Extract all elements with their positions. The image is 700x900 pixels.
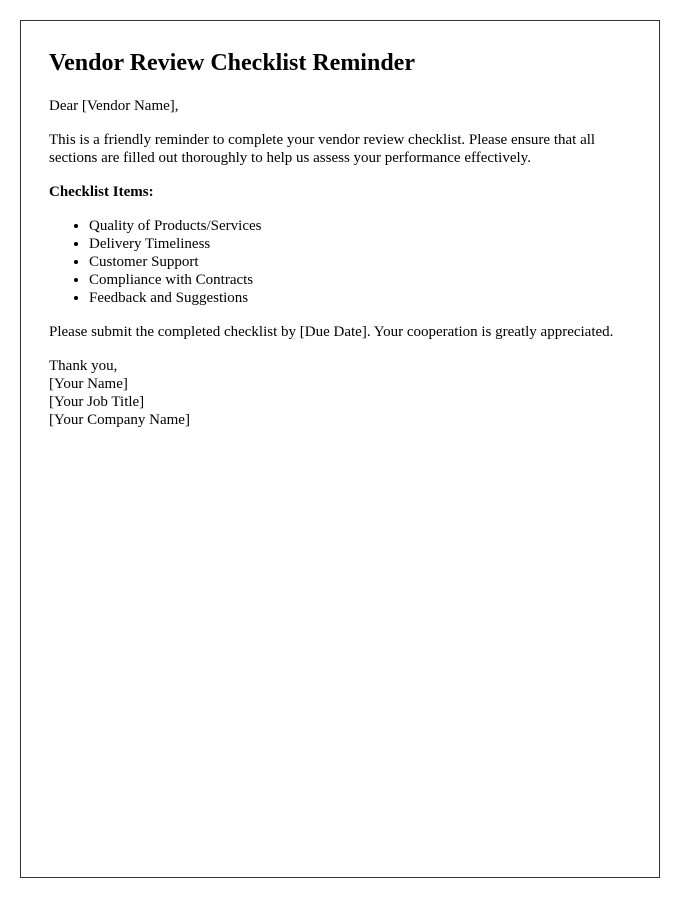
checklist-list [49, 217, 631, 307]
intro-paragraph: This is a friendly reminder to complete your vendor review checklist. Please ensure that all sections are filled out thoroughly to help us assess your performance effectively. [49, 132, 596, 166]
checklist-item-delivery: • Delivery Timeliness [89, 235, 631, 253]
signature-job-title: [Your Job Title] [49, 394, 145, 410]
checklist-item-quality: • Quality of Products/Services [89, 217, 631, 235]
closing-request: Please submit the completed checklist by [Due Date]. Your cooperation is greatly appreciated. [49, 324, 614, 340]
signature-name: [Your Name] [49, 376, 128, 392]
checklist-item-feedback: • Feedback and Suggestions [89, 289, 631, 307]
signature-company: [Your Company Name] [49, 412, 190, 428]
letter-title: Vendor Review Checklist Reminder [49, 50, 415, 76]
checklist-item-support: • Customer Support [89, 253, 631, 271]
checklist-item-compliance: • Compliance with Contracts [89, 271, 631, 289]
letter-page [20, 20, 660, 878]
signoff: Thank you, [49, 358, 118, 374]
greeting: Dear [Vendor Name], [49, 98, 179, 114]
signature-block [49, 357, 631, 429]
checklist-heading: Checklist Items: [49, 184, 154, 200]
